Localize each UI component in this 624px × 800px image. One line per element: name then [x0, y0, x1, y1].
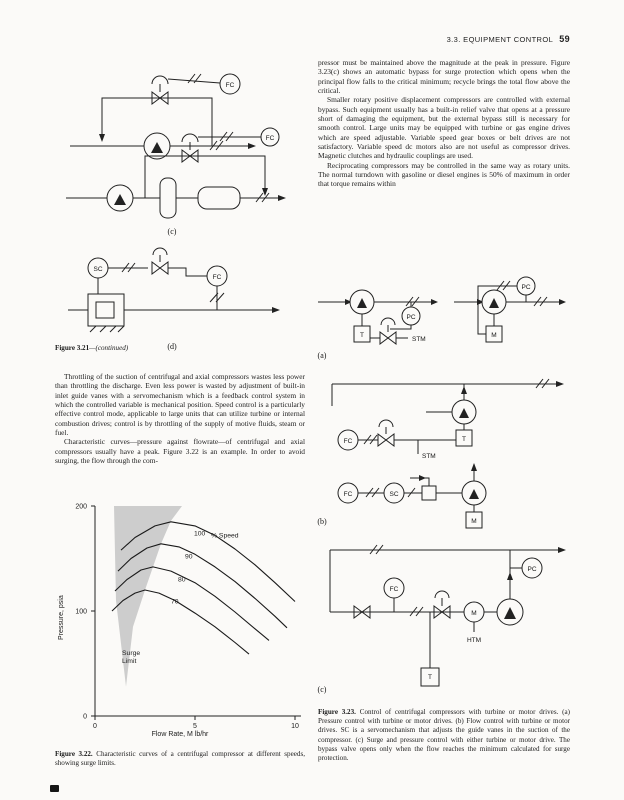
- instrument-label-fc: FC: [265, 135, 275, 142]
- instrument-sc: [384, 483, 404, 503]
- svg-text:100: 100: [75, 608, 87, 616]
- figure-321-caption-text: —(continued): [89, 344, 129, 352]
- control-valve: [152, 76, 168, 104]
- svg-text:90: 90: [185, 553, 193, 561]
- subfigure-label-d: (d): [167, 342, 177, 351]
- svg-text:Limit: Limit: [122, 658, 137, 666]
- figure-323c-diagram: [314, 536, 574, 702]
- flow-arrow: [471, 463, 477, 471]
- figure-322-caption-number: Figure 3.22.: [55, 750, 93, 758]
- paragraph: Smaller rotary positive displacement compressors are controlled with external bypass. Such equipment usually has a built-in relief valve that opens at a pressure short of damaging the equipment, but the external bypass still is necessary for smooth control. Large units may be equipped with turbine or gas engine drives which are speed adjustable. Variable speed gear boxes or belt drives are not satisfactory. Variable speed dc motors also are not useful as compressor drives. Magnetic clutches and hydraulic couplings are used.: [318, 95, 570, 161]
- chart-y-axis-label: Pressure, psia: [58, 595, 65, 640]
- vertical-vessel: [160, 178, 176, 218]
- subfigure-label-a: (a): [317, 351, 327, 360]
- guide-vane-box: [422, 486, 436, 500]
- left-column-text: [55, 372, 305, 465]
- instrument-sc: [88, 258, 108, 278]
- instrument-label-fc: FC: [343, 438, 353, 445]
- svg-text:80: 80: [178, 576, 186, 584]
- svg-text:70: 70: [171, 598, 179, 606]
- compressor-symbol: [482, 290, 506, 314]
- compressor-symbol: [350, 290, 374, 314]
- figure-322-caption: [55, 750, 305, 768]
- horizontal-drum: [198, 187, 240, 209]
- svg-text:200: 200: [75, 503, 87, 511]
- instrument-fc: [338, 430, 358, 450]
- figure-323b-diagram: [314, 372, 574, 544]
- turbine-label: T: [360, 332, 364, 339]
- instrument-fc: [261, 128, 279, 146]
- machine-housing: [88, 294, 124, 332]
- svg-text:5: 5: [193, 723, 197, 730]
- flow-arrow: [461, 386, 467, 394]
- svg-text:100: 100: [194, 530, 206, 538]
- control-valve: [182, 134, 198, 162]
- flow-arrow: [556, 381, 564, 387]
- subfigure-label-b: (b): [317, 517, 327, 526]
- compressor-symbol: [452, 400, 476, 424]
- figure-323-caption: [318, 708, 570, 763]
- motor-box: [486, 326, 502, 342]
- flow-arrow: [558, 547, 566, 553]
- figure-322-chart: [55, 498, 305, 732]
- instrument-label-fc: FC: [212, 274, 222, 281]
- svg-text:10: 10: [291, 723, 299, 730]
- turbine-box: [354, 326, 370, 342]
- instrument-pc: [517, 277, 535, 295]
- flow-arrow: [272, 307, 280, 313]
- instrument-pc: [522, 558, 542, 578]
- flow-arrow: [431, 299, 438, 305]
- control-valve: [434, 591, 450, 618]
- svg-text:0: 0: [93, 723, 97, 730]
- compressor-symbol: [497, 599, 523, 625]
- page-number: 59: [559, 34, 570, 44]
- control-valve: [380, 318, 396, 344]
- flow-arrow: [278, 195, 286, 201]
- instrument-label-sc: SC: [93, 266, 103, 273]
- svg-text:Surge: Surge: [122, 650, 141, 658]
- scan-artifact: [50, 785, 59, 792]
- motor-circle: [464, 602, 484, 622]
- instrument-fc: [220, 74, 240, 94]
- compressor-symbol: [107, 185, 133, 211]
- page-header: [318, 34, 570, 44]
- instrument-fc: [338, 483, 358, 503]
- steam-label: STM: [412, 336, 426, 343]
- instrument-label-pc: PC: [406, 314, 416, 321]
- chart-x-axis-label: Flow Rate, M lb/hr: [151, 731, 209, 738]
- control-valve: [378, 420, 394, 446]
- section-title: 3.3. EQUIPMENT CONTROL: [446, 35, 554, 44]
- subfigure-label-c: (c): [317, 685, 327, 694]
- instrument-fc: [384, 578, 404, 598]
- instrument-label-pc: PC: [527, 566, 537, 573]
- paragraph: pressor must be maintained above the magnitude at the peak in pressure. Figure 3.23(c) shows an automatic bypass for surge protection which opens when the principal flow falls to the critical minimum; recycle brings the total flow above the critical.: [318, 58, 570, 95]
- control-valve: [152, 248, 168, 274]
- motor-box: [466, 512, 482, 528]
- turbine-box: [456, 430, 472, 446]
- compressor-symbol: [462, 481, 486, 505]
- paragraph: Reciprocating compressors may be controlled in the same way as rotary units. The normal turndown with gasoline or diesel engines is 50% of maximum in order that torque remains within: [318, 160, 570, 189]
- motor-label: M: [471, 518, 477, 525]
- paragraph: Throttling of the suction of centrifugal and axial compressors wastes less power than throttling the discharge. Even less power is wasted by adjustment of built-in inlet guide vanes with a servomechanism which is a feedback control system in which the controlled variable is mechanical position. Speed control is a particularly effective control mode, applicable to large units that can utilize turbine or internal combustion drives; control is by throttling of the supply of motive fluids, steam or fuel.: [55, 372, 305, 437]
- flow-arrow: [419, 475, 426, 481]
- svg-text:0: 0: [83, 713, 87, 721]
- subfigure-label-c: (c): [167, 227, 177, 236]
- instrument-label-sc: SC: [389, 491, 399, 498]
- right-column-text: [318, 58, 570, 189]
- turbine-label: T: [462, 436, 466, 443]
- figure-323-caption-number: Figure 3.23.: [318, 708, 356, 716]
- figure-321d-diagram: [60, 250, 300, 354]
- motor-label: M: [491, 332, 497, 339]
- pipe-lines: [332, 379, 558, 512]
- flow-arrow: [559, 299, 566, 305]
- paragraph: Characteristic curves—pressure against flowrate—of centrifugal and axial compressors usually have a peak. Figure 3.22 is an example. In order to avoid surging, the flow through the com-: [55, 437, 305, 465]
- instrument-label-fc: FC: [389, 586, 399, 593]
- steam-label: STM: [422, 453, 436, 460]
- figure-322-caption-text: Characteristic curves of a centrifugal compressor at different speeds, showing surge limits.: [55, 750, 305, 768]
- figure-321c-lower-diagram: [60, 124, 300, 239]
- instrument-pc: [402, 307, 420, 325]
- instrument-label-pc: PC: [521, 284, 531, 291]
- figure-321-caption: [55, 344, 305, 353]
- figure-321-caption-number: Figure 3.21: [55, 344, 90, 352]
- flow-arrow: [507, 572, 513, 580]
- instrument-label-fc: FC: [343, 491, 353, 498]
- htm-label: HTM: [466, 637, 482, 644]
- figure-323-caption-text: Control of centrifugal compressors with turbine or motor drives. (a) Pressure control with turbine or motor drives. (b) Flow control with turbine or motor drives. SC is a servomechanism that adjusts the guide vanes in the suction of the compressor. (c) Surge and pressure control with either turbine or motor drive. The bypass valve opens only when the flow reaches the minimum calculated for surge protection.: [318, 708, 570, 763]
- turbine-label: T: [428, 674, 432, 681]
- svg-text:% Speed: % Speed: [211, 532, 239, 540]
- instrument-label-fc: FC: [225, 82, 235, 89]
- turbine-box: [421, 668, 439, 686]
- instrument-fc: [207, 266, 227, 286]
- motor-label: M: [471, 610, 477, 617]
- figure-323a-diagram: [314, 276, 574, 370]
